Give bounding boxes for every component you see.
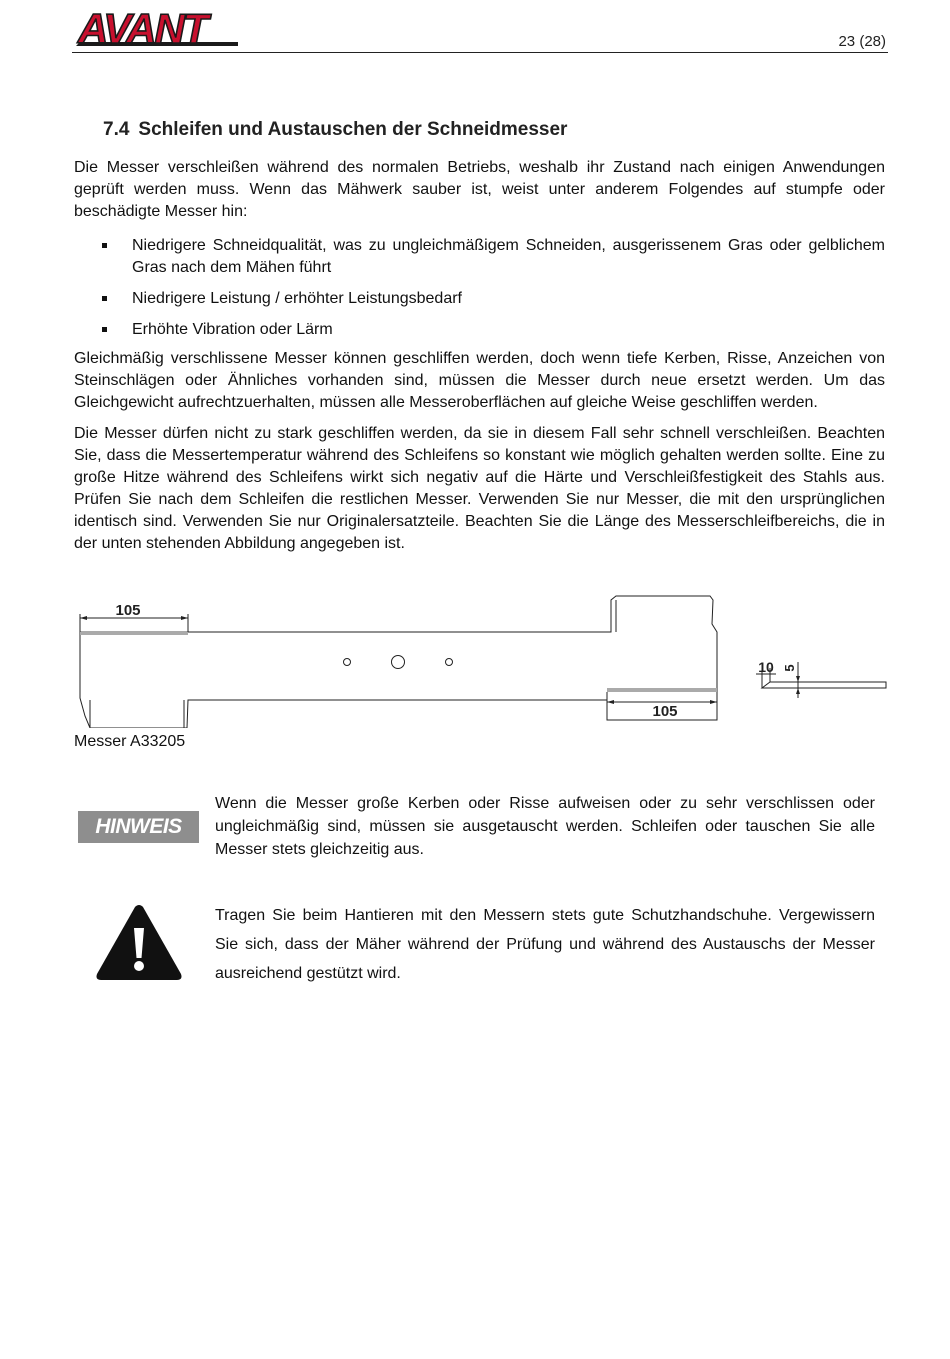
avant-logo (72, 8, 242, 50)
dimension-arrow (607, 700, 614, 704)
mount-hole (344, 659, 351, 666)
sharpening-zone-right (607, 688, 717, 692)
list-item-text: Erhöhte Vibration oder Lärm (132, 321, 333, 338)
list-item-text: Niedrigere Schneidqualität, was zu ungleichmäßigem Schneiden, ausgerissenem Gras oder gelblichem Gras nach dem Mähen führt (132, 237, 885, 276)
list-item (100, 319, 885, 341)
dimension-arrow (796, 676, 800, 682)
intro-paragraph: Die Messer verschleißen während des normalen Betriebs, weshalb ihr Zustand nach einigen Anwendungen geprüft werden muss. Wenn das Mähwerk sauber ist, weist unter anderem Folgendes auf stumpfe oder beschädigte Messer hin: (74, 159, 885, 220)
section-title: Schleifen und Austauschen der Schneidmesser (138, 119, 568, 140)
section-number: 7.4 (103, 119, 130, 140)
section-heading (103, 119, 567, 141)
logo-text: AVANT (78, 8, 207, 50)
dimension-arrow (80, 616, 87, 620)
hinweis-badge (78, 811, 199, 843)
warning-text: Tragen Sie beim Hantieren mit den Messern stets gute Schutzhandschuhe. Vergewissern Sie sich, dass der Mäher während der Prüfung und während des Austauschs der Messer ausreichend gestützt wird. (215, 907, 875, 982)
sharpening-zone-left (80, 631, 188, 635)
center-hole (392, 656, 405, 669)
bullet-icon (102, 296, 107, 301)
edge-profile (762, 682, 886, 688)
bullet-icon (102, 243, 107, 248)
list-item (100, 288, 885, 310)
page-number: 23 (28) (838, 33, 886, 50)
notice-text: Wenn die Messer große Kerben oder Risse aufweisen oder zu sehr verschlissen oder ungleichmäßig sind, müssen sie ausgetauscht werden. Schleifen oder tauschen Sie alle Messer stets gleichzeitig aus. (215, 795, 875, 858)
list-item-text: Niedrigere Leistung / erhöhter Leistungsbedarf (132, 290, 462, 307)
blade-diagram (70, 588, 900, 728)
symptom-list (100, 235, 885, 350)
paragraph-wear: Gleichmäßig verschlissene Messer können geschliffen werden, doch wenn tiefe Kerben, Risse, Anzeichen von Steinschlägen oder Ähnliches vorhanden sind, müssen die Messer durch neue ersetzt werden. Um das Gleichgewicht aufrechtzuerhalten, müssen alle Messeroberflächen auf gleiche Weise geschliffen werden. (74, 350, 885, 411)
list-item (100, 235, 885, 279)
dimension-label-edge-height: 5 (782, 664, 797, 672)
hinweis-badge-label: HINWEIS (95, 815, 182, 838)
paragraph-grinding: Die Messer dürfen nicht zu stark geschliffen werden, da sie in diesem Fall sehr schnell verschleißen. Beachten Sie, dass die Messertemperatur während des Schleifens so konstant wie möglich gehalten werden sollte. Eine zu große Hitze während des Schleifens wirkt sich negativ auf die Härte und Verschleißfestigkeit des Stahls aus. Prüfen Sie nach dem Schleifen die restlichen Messer. Verwenden Sie nur Messer, die mit den ursprünglichen identisch sind. Verwenden Sie nur Originalersatzteile. Beachten Sie die Länge des Messerschleifbereichs, die in der unten stehenden Abbildung angegeben ist. (74, 425, 885, 552)
dimension-arrow (181, 616, 188, 620)
dimension-label-edge-width: 10 (758, 659, 774, 675)
dimension-arrow (710, 700, 717, 704)
blade-outline (80, 596, 717, 728)
dimension-arrow (796, 688, 800, 694)
header-divider (72, 52, 888, 53)
dimension-label-right: 105 (652, 703, 678, 720)
bullet-icon (102, 327, 107, 332)
mount-hole (446, 659, 453, 666)
warning-triangle-icon (95, 904, 183, 982)
figure-caption: Messer A33205 (74, 733, 186, 750)
dimension-label-left: 105 (115, 602, 141, 619)
